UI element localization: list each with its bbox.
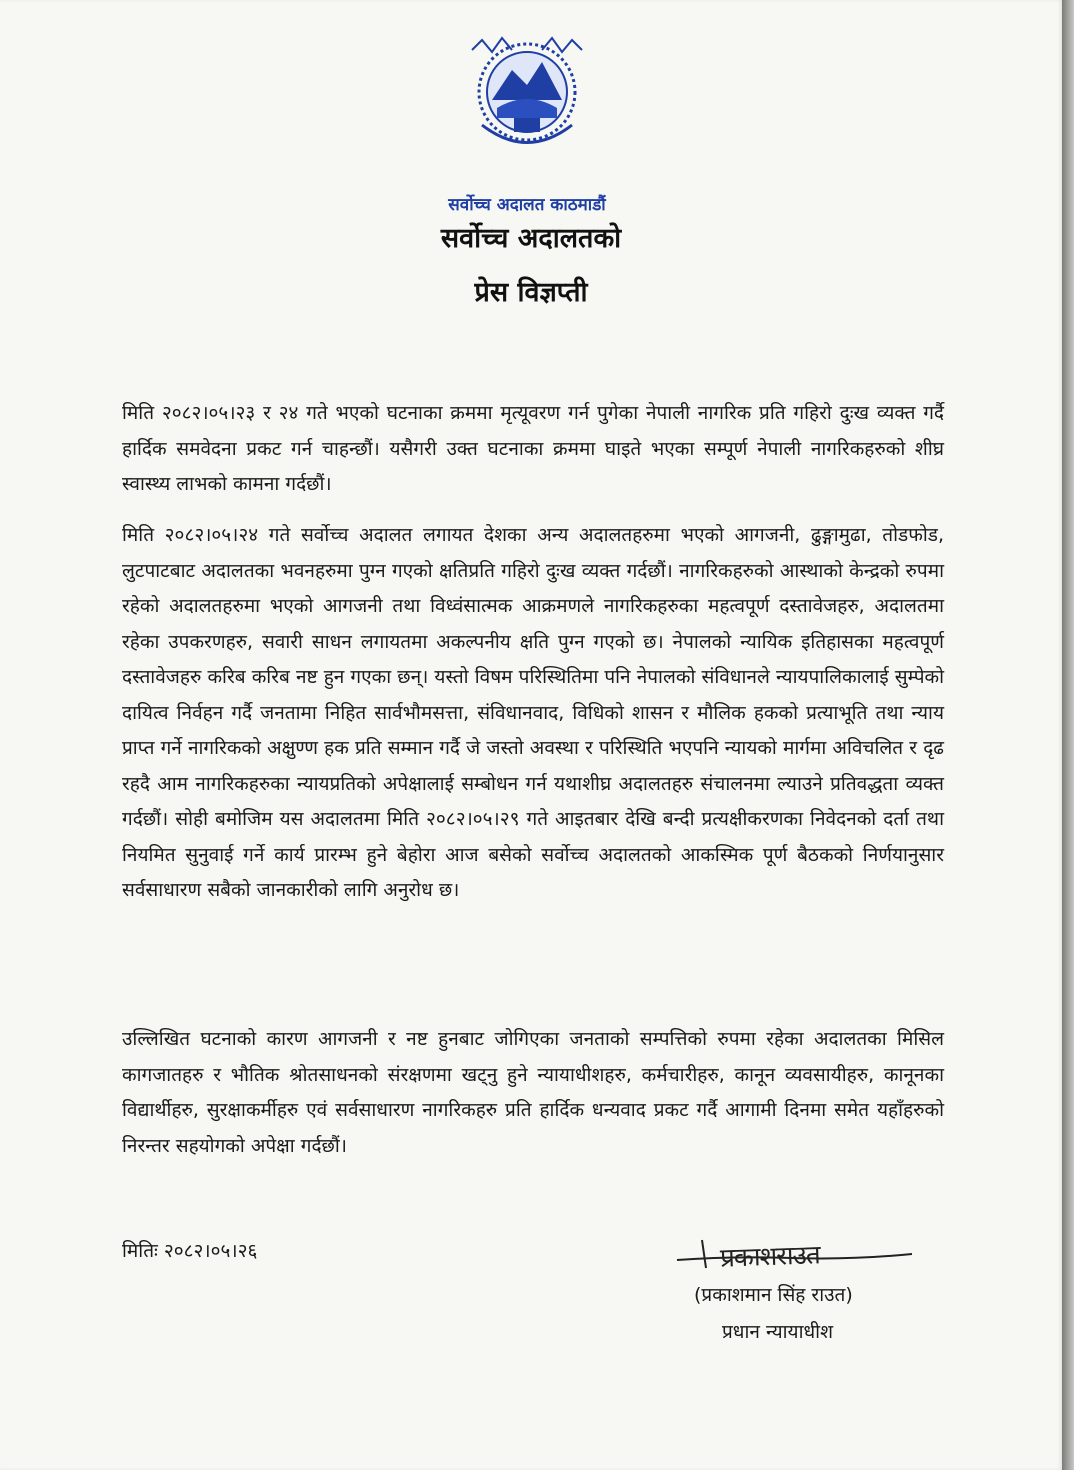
emblem-seal-icon [442, 30, 612, 200]
paragraph-gratitude: उल्लिखित घटनाको कारण आगजनी र नष्ट हुनबाट जोगिएका जनताको सम्पत्तिको रुपमा रहेका अदालतका मिसिल कागजातहरु र भौतिक श्रोतसाधनको संरक्षणमा खट्नु हुने न्यायाधीशहरु, कर्मचारीहरु, कानून व्यवसायीहरु, कानूनका विद्यार्थीहरु, सुरक्षाकर्मीहरु एवं सर्वसाधारण नागरिकहरु प्रति हार्दिक धन्यवाद प्रकट गर्दै आगामी दिनमा समेत यहाँहरुको निरन्तर सहयोगको अपेक्षा गर्दछौं। [122, 1028, 944, 1157]
paragraph-damage-statement: मिति २०८२।०५।२४ गते सर्वोच्च अदालत लगायत देशका अन्य अदालतहरुमा भएको आगजनी, ढुङ्गामुढा, तोडफोड, लुटपाटबाट अदालतका भवनहरुमा पुग्न गएको क्षतिप्रति गहिरो दुःख व्यक्त गर्दछौं। नागरिकहरुको आस्थाको केन्द्रको रुपमा रहेको अदालतहरुमा भएको आगजनी तथा विध्वंसात्मक आक्रमणले नागरिकहरुका महत्वपूर्ण दस्तावेजहरु, अदालतमा रहेका उपकरणहरु, सवारी साधन लगायतमा अकल्पनीय क्षति पुग्न गएको छ। नेपालको न्यायिक इतिहासका महत्वपूर्ण दस्तावेजहरु करिब करिब नष्ट हुन गएका छन्। यस्तो विषम परिस्थितिमा पनि नेपालको संविधानले न्यायपालिकालाई सुम्पेको दायित्व निर्वहन गर्दै जनतामा निहित सार्वभौमसत्ता, संविधानवाद, विधिको शासन र मौलिक हकको प्रत्याभूति तथा न्याय प्राप्त गर्ने नागरिकको अक्षुण्ण हक प्रति सम्मान गर्दै जे जस्तो अवस्था र परिस्थिति भएपनि न्यायको मार्गमा अविचलित र दृढ रहदै आम नागरिकहरुका न्यायप्रतिको अपेक्षालाई सम्बोधन गर्न यथाशीघ्र अदालतहरु संचालनमा ल्याउने प्रतिवद्धता व्यक्त गर्दछौं। सोही बमोजिम यस अदालतमा मिति २०८२।०५।२९ गते आइतबार देखि बन्दी प्रत्यक्षीकरणका निवेदनको दर्ता तथा नियमित सुनुवाई गर्ने कार्य प्रारम्भ हुने बेहोरा आज बसेको सर्वोच्च अदालतको आकस्मिक पूर्ण बैठकको निर्णयानुसार सर्वसाधारण सबैको जानकारीको लागि अनुरोध छ। [122, 524, 944, 901]
document-title: सर्वोच्च अदालतको [440, 223, 622, 254]
signatory-name: (प्रकाशमान सिंह राउत) [694, 1284, 853, 1306]
signatory-designation: प्रधान न्यायाधीश [722, 1321, 834, 1343]
supreme-court-emblem [442, 30, 612, 215]
document-subtitle: प्रेस विज्ञप्ती [474, 277, 588, 308]
handwritten-signature: प्रकाशराउत [719, 1240, 821, 1274]
emblem-caption: सर्वोच्च अदालत काठमाडौं [448, 195, 606, 215]
page-edge [1062, 0, 1074, 1470]
issue-date: मितिः २०८२।०५।२६ [122, 1240, 258, 1262]
paragraph-condolence: मिति २०८२।०५।२३ र २४ गते भएको घटनाका क्रममा मृत्यूवरण गर्न पुगेका नेपाली नागरिक प्रति गहिरो दुःख व्यक्त गर्दै हार्दिक समवेदना प्रकट गर्न चाहन्छौं। यसैगरी उक्त घटनाका क्रममा घाइते भएका सम्पूर्ण नेपाली नागरिकहरुको शीघ्र स्वास्थ्य लाभको कामना गर्दछौं। [122, 402, 944, 495]
